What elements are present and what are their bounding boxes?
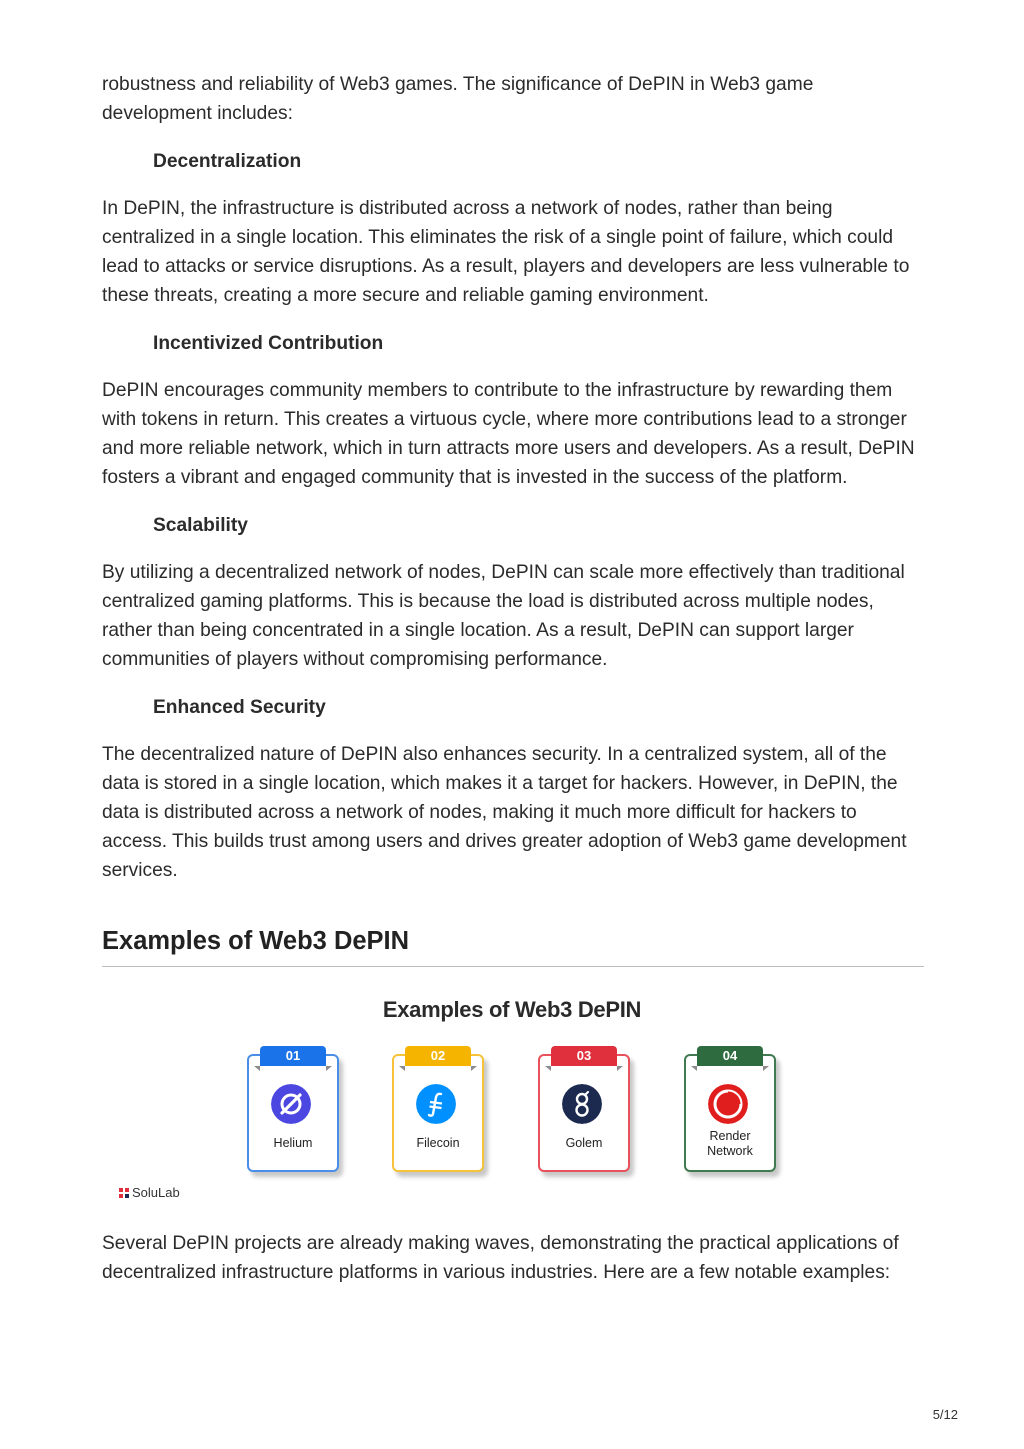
- document-page: [102, 70, 924, 1287]
- card-render-network: [684, 1048, 776, 1172]
- paragraph-incentivized-contribution: DePIN encourages community members to contribute to the infrastructure by rewarding them with tokens in return. This creates a virtuous cycle, where more contributions lead to a stronger and more reliable network, which in turn attracts more users and developers. As a result, DePIN fosters a vibrant and engaged community that is invested in the success of the platform.: [102, 380, 915, 488]
- paragraph-scalability: By utilizing a decentralized network of nodes, DePIN can scale more effectively than traditional centralized gaming platforms. This is because the load is distributed across multiple nodes, rather than being concentrated in a single location. As a result, DePIN can support larger communities of players without compromising performance.: [102, 562, 905, 670]
- brand-name: SoluLab: [132, 1185, 180, 1200]
- page-number: 5/12: [932, 1407, 958, 1422]
- solulab-logo-icon: [119, 1188, 129, 1198]
- card-label: Golem: [565, 1136, 603, 1150]
- card-label: Filecoin: [416, 1136, 460, 1150]
- card-label-line1: Render: [709, 1129, 751, 1143]
- card-helium: [247, 1048, 339, 1172]
- heading-decentralization: Decentralization: [153, 151, 302, 172]
- filecoin-icon: [416, 1084, 456, 1124]
- helium-icon: [271, 1084, 311, 1124]
- heading-incentivized-contribution: Incentivized Contribution: [153, 333, 384, 354]
- section-title-examples: Examples of Web3 DePIN: [102, 925, 924, 967]
- heading-enhanced-security: Enhanced Security: [153, 697, 326, 718]
- figure-title: Examples of Web3 DePIN: [382, 997, 642, 1022]
- card-label-line2: Network: [707, 1144, 753, 1158]
- golem-icon: [562, 1084, 602, 1124]
- card-label: [686, 1129, 774, 1159]
- card-number: 03: [551, 1046, 617, 1066]
- intro-paragraph: robustness and reliability of Web3 games. The significance of DePIN in Web3 game development includes:: [102, 74, 814, 124]
- solulab-brand: [119, 1185, 180, 1200]
- card-golem: [538, 1048, 630, 1172]
- render-icon: [708, 1084, 748, 1124]
- card-number: 01: [260, 1046, 326, 1066]
- card-number: 02: [405, 1046, 471, 1066]
- heading-scalability: Scalability: [153, 515, 248, 536]
- paragraph-decentralization: In DePIN, the infrastructure is distributed across a network of nodes, rather than being centralized in a single location. This eliminates the risk of a single point of failure, which could lead to attacks or service disruptions. As a result, players and developers are less vulnerable to these threats, creating a more secure and reliable gaming environment.: [102, 198, 910, 306]
- card-label: Helium: [273, 1136, 313, 1150]
- card-filecoin: [392, 1048, 484, 1172]
- outro-paragraph: Several DePIN projects are already making waves, demonstrating the practical applications of decentralized infrastructure platforms in various industries. Here are a few notable examples:: [102, 1233, 899, 1283]
- paragraph-enhanced-security: The decentralized nature of DePIN also enhances security. In a centralized system, all of the data is stored in a single location, which makes it a target for hackers. However, in DePIN, the data is distributed across a network of nodes, making it much more difficult for hackers to access. This builds trust among users and drives greater adoption of Web3 game development services.: [102, 744, 907, 881]
- examples-figure: [102, 967, 924, 1207]
- card-number: 04: [697, 1046, 763, 1066]
